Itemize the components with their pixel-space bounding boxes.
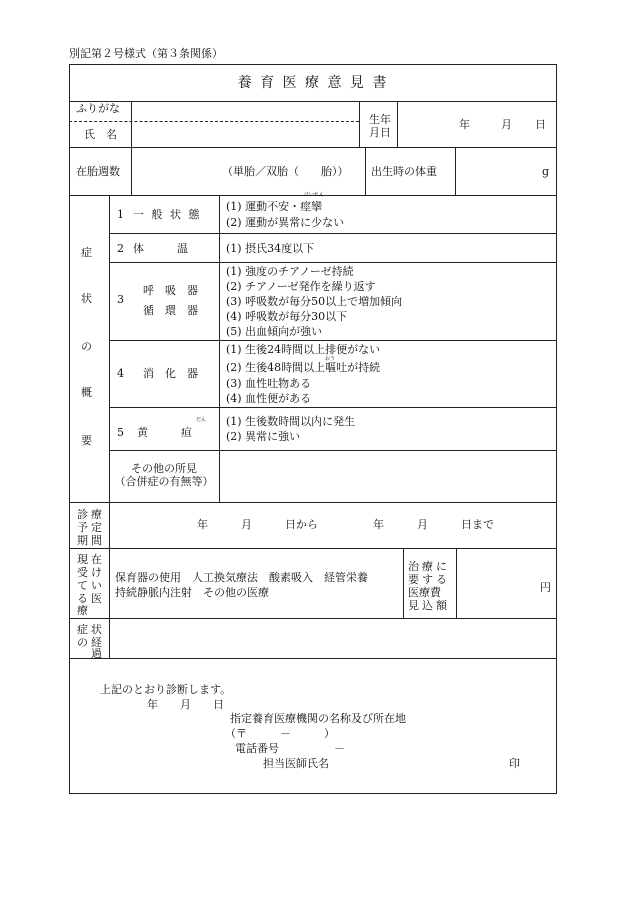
period-field[interactable] [110,503,556,547]
symptom-3-category-2: 循 環 器 [143,304,198,317]
form-title: 養 育 医 療 意 見 書 [237,75,389,91]
current-care-label: 在 現 け 受 い て 医 る 療 [77,553,102,617]
phone-number[interactable]: 電話番号 － [235,742,345,755]
birth-month: 月 [501,118,512,131]
other-findings-field[interactable] [220,451,556,501]
symptom-2-category: 体 温 [133,242,188,255]
progress-label: 状 症 経 の 過 [77,623,102,660]
symptom-1-item-1[interactable]: (1) 運動不安・痙攣 [226,200,323,213]
yen-unit: 円 [540,581,551,594]
name-field[interactable] [132,122,358,146]
symptom-5-category: 黄 疸 [137,426,192,439]
symptom-3-category-1: 呼 吸 器 [143,284,198,297]
seal-mark: 印 [509,757,520,770]
symptom-4-category: 消 化 器 [143,367,198,380]
symptom-2-no: 2 [117,242,124,255]
weight-unit: g [542,165,550,178]
period-text: 年 月 日から 年 月 日まで [197,518,494,531]
furigana-label: ふりがな [76,102,120,115]
singleton-twin-text: （単胎／双胎（ 胎）） [222,165,349,178]
symptom-4-no: 4 [117,367,124,380]
symptom-section-label: 症 状 の 概 要 [81,246,92,447]
birth-weight-label: 出生時の体重 [371,165,437,178]
birth-date-field[interactable] [398,102,556,146]
care-options-line-2[interactable]: 持続静脈内注射 その他の医療 [115,586,269,599]
progress-field[interactable] [110,619,556,657]
symptom-1-item-2[interactable]: (2) 運動が異常に少ない [226,216,345,229]
symptom-2-item-1[interactable]: (1) 摂氏34度以下 [226,242,315,255]
form-note: 別記第２号様式（第３条関係） [69,47,223,60]
birth-day: 日 [535,118,546,131]
symptom-5-ruby: だん [196,417,207,423]
symptom-3-item-2[interactable]: (2) チアノーゼ発作を繰り返す [226,280,376,293]
symptom-1-no: 1 [117,208,124,221]
symptom-4-item-3[interactable]: (3) 血性吐物ある [226,377,312,390]
period-label: 診 療 予 定 期 間 [77,508,102,547]
birth-year: 年 [459,118,470,131]
birth-label-2: 月日 [369,126,391,139]
care-options-line-1[interactable]: 保育器の使用 人工換気療法 酸素吸入 経管栄養 [115,571,368,584]
furigana-field[interactable] [132,102,358,120]
symptom-4-item-4[interactable]: (4) 血性便がある [226,392,312,405]
gestation-label: 在胎週数 [76,165,120,178]
symptom-1-ruby: けいれん [304,192,325,198]
symptom-1-category: 一 般 状 態 [133,208,202,221]
institution-label: 指定養育医療機関の名称及び所在地 [230,712,406,725]
diagnosis-date[interactable]: 年 月 日 [147,698,224,711]
symptom-3-item-3[interactable]: (3) 呼吸数が毎分50以上で増加傾向 [226,295,403,308]
other-findings-label-2: （合併症の有無等） [114,475,214,488]
symptom-3-item-1[interactable]: (1) 強度のチアノーゼ持続 [226,265,354,278]
symptom-3-item-5[interactable]: (5) 出血傾向が強い [226,325,323,338]
name-label: 氏 名 [84,128,117,141]
symptom-5-no: 5 [117,426,124,439]
birth-weight-field[interactable] [456,148,556,194]
symptom-4-ruby: おう [325,356,336,362]
symptom-3-item-4[interactable]: (4) 呼吸数が毎分30以下 [226,310,348,323]
birth-label-1: 生年 [369,113,391,126]
diagnosis-statement: 上記のとおり診断します。 [100,683,232,696]
symptom-4-item-2[interactable]: (2) 生後48時間以上嘔吐が持続 [226,361,381,374]
other-findings-label-1: その他の所見 [131,462,197,475]
symptom-5-item-1[interactable]: (1) 生後数時間以内に発生 [226,415,356,428]
postal-code[interactable]: （〒 － ） [225,727,335,740]
doctor-name-label: 担当医師氏名 [263,757,329,770]
cost-estimate-label: 治療に 要する 医療費 見込額 [408,560,450,612]
symptom-5-item-2[interactable]: (2) 異常に強い [226,430,301,443]
symptom-3-no: 3 [117,293,124,306]
doctor-name-field[interactable] [340,754,500,770]
symptom-4-item-1[interactable]: (1) 生後24時間以上排便がない [226,343,381,356]
